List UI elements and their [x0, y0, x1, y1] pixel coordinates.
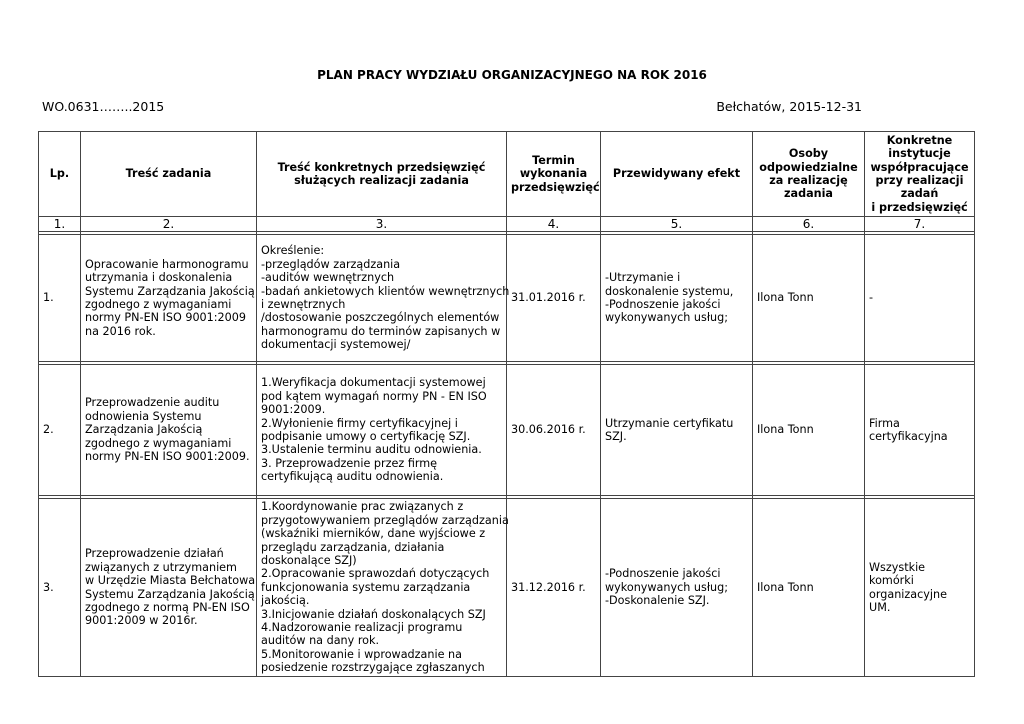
cell-line: doskonalenie systemu,	[605, 284, 734, 298]
cell-line: Treść konkretnych przedsięwzięć	[277, 160, 486, 174]
document-number: WO.0631……..2015	[42, 99, 165, 114]
cell-line: i zewnętrznych	[261, 298, 346, 311]
cell-line: 3. Przeprowadzenie przez firmę	[261, 456, 438, 470]
cell-line: Zarządzania Jakością	[85, 423, 203, 437]
cell-line: zgodnego z wymaganiami	[85, 298, 232, 311]
cell-line: zgodnego z normą PN-EN ISO	[85, 600, 250, 614]
cell-line: Systemu Zarządzania Jakością	[85, 587, 255, 601]
header-responsible-persons	[753, 132, 865, 217]
cell-line: certyfikacyjna	[869, 430, 948, 443]
cell-line: Utrzymanie certyfikatu	[605, 416, 734, 430]
column-numbers-row	[39, 217, 975, 232]
row-task-content	[81, 499, 257, 677]
cell-line: w Urzędzie Miasta Bełchatowa	[85, 574, 256, 588]
cell-line: przedsięwzięć	[511, 180, 600, 194]
column-number: 1.	[39, 217, 81, 232]
cell-line: na 2016 rok.	[85, 324, 156, 338]
cell-line: 4.Nadzorowanie realizacji programu	[261, 621, 463, 635]
row-lp: 2.	[39, 365, 81, 496]
cell-line: certyfikującą auditu odnowienia.	[261, 470, 444, 484]
column-number: 3.	[257, 217, 507, 232]
header-task-content: Treść zadania	[81, 132, 257, 217]
cell-line: -badań ankietowych klientów wewnętrznych	[261, 284, 510, 298]
row-deadline: 31.01.2016 r.	[507, 235, 601, 362]
cell-line: 3.Inicjowanie działań doskonalących SZJ	[261, 607, 486, 621]
cell-line: Przeprowadzenie działań	[85, 547, 224, 561]
header-lp: Lp.	[39, 132, 81, 217]
cell-line: Przeprowadzenie auditu	[85, 396, 220, 410]
header-cooperating-institutions	[865, 132, 975, 217]
cell-line: współpracujące	[870, 160, 969, 174]
cell-line: auditów na dany rok.	[261, 634, 380, 648]
cell-line: przygotowywaniem przeglądów zarządzania	[261, 513, 509, 527]
row-task-content	[81, 235, 257, 362]
cell-line: jakością.	[261, 594, 310, 608]
cell-line: pod kątem wymagań normy PN - EN ISO	[261, 389, 487, 403]
cell-line: związanych z utrzymaniem	[85, 560, 237, 574]
cell-line: odpowiedzialne	[759, 160, 858, 174]
cell-line: harmonogramu do terminów zapisanych w	[261, 324, 501, 338]
cell-line: -Podnoszenie jakości	[605, 567, 721, 581]
column-number: 5.	[601, 217, 753, 232]
cell-line: komórki	[869, 574, 914, 588]
cell-line: przy realizacji	[875, 174, 964, 187]
cell-line: -	[869, 291, 874, 305]
cell-line: Opracowanie harmonogramu	[85, 257, 249, 271]
cell-line: (wskaźniki mierników, dane wyjściowe z	[261, 527, 486, 541]
column-number: 2.	[81, 217, 257, 232]
cell-line: 9001:2009 w 2016r.	[85, 614, 198, 628]
table-row	[39, 365, 975, 496]
cell-line: służących realizacji zadania	[294, 174, 469, 187]
cell-line: i przedsięwzięć	[871, 200, 968, 214]
column-number: 6.	[753, 217, 865, 232]
work-plan-table	[38, 131, 975, 677]
cell-line: wykonania	[519, 167, 588, 181]
column-number: 4.	[507, 217, 601, 232]
cell-line: utrzymania i doskonalenia	[85, 271, 233, 285]
row-cooperating-institutions	[865, 365, 975, 496]
cell-line: 1.Koordynowanie prac związanych z	[261, 500, 464, 514]
header-expected-effect: Przewidywany efekt	[601, 132, 753, 217]
cell-line: instytucje	[888, 147, 951, 161]
cell-line: posiedzenie rozstrzygające zgłaszanych	[261, 661, 485, 675]
cell-line: zgodnego z wymaganiami	[85, 436, 232, 450]
cell-line: dokumentacji systemowej/	[261, 338, 411, 352]
row-deadline: 30.06.2016 r.	[507, 365, 601, 496]
row-responsible-person: Ilona Tonn	[753, 365, 865, 496]
cell-line: Termin	[532, 153, 575, 167]
cell-line: -przeglądów zarządzania	[261, 257, 401, 271]
cell-line: Firma	[869, 416, 900, 430]
cell-line: 2.Opracowanie sprawozdań dotyczących	[261, 567, 490, 581]
row-lp: 1.	[39, 235, 81, 362]
row-cooperating-institutions	[865, 499, 975, 677]
cell-line: 2.Wyłonienie firmy certyfikacyjnej i	[261, 416, 458, 430]
cell-line: 5.Monitorowanie i wprowadzanie na	[261, 647, 462, 661]
row-expected-effect	[601, 235, 753, 362]
row-undertakings	[257, 235, 510, 362]
cell-line: normy PN-EN ISO 9001:2009.	[85, 450, 250, 464]
cell-line: SZJ.	[605, 430, 627, 443]
cell-line: normy PN-EN ISO 9001:2009	[85, 311, 247, 325]
row-expected-effect	[601, 365, 753, 496]
cell-line: za realizację	[769, 174, 848, 187]
cell-line: Wszystkie	[869, 560, 926, 574]
cell-line: funkcjonowania systemu zarządzania	[261, 580, 471, 594]
document-title: PLAN PRACY WYDZIAŁU ORGANIZACYJNEGO NA ROK 2016	[317, 68, 707, 82]
row-cooperating-institutions	[865, 235, 975, 362]
cell-line: Osoby	[788, 147, 829, 161]
column-number: 7.	[865, 217, 975, 232]
table-row	[39, 235, 975, 362]
cell-line: UM.	[869, 600, 891, 614]
cell-line: 9001:2009.	[261, 403, 326, 417]
cell-line: zadań	[900, 187, 939, 201]
row-undertakings	[257, 365, 507, 496]
cell-line: przeglądu zarządzania, działania	[261, 540, 445, 554]
row-expected-effect	[601, 499, 753, 677]
cell-line: podpisanie umowy o certyfikację SZJ.	[261, 430, 471, 443]
cell-line: wykonywanych usług;	[605, 580, 728, 594]
row-lp: 3.	[39, 499, 81, 677]
cell-line: -Podnoszenie jakości	[605, 298, 721, 311]
cell-line: /dostosowanie poszczególnych elementów	[261, 311, 500, 325]
cell-line: organizacyjne	[869, 587, 947, 601]
cell-line: -Utrzymanie i	[605, 271, 681, 285]
cell-line: 1.Weryfikacja dokumentacji systemowej	[261, 376, 486, 390]
cell-line: Systemu Zarządzania Jakością	[85, 284, 255, 298]
row-responsible-person: Ilona Tonn	[753, 235, 865, 362]
header-undertakings	[257, 132, 507, 217]
cell-line: doskonalące SZJ)	[261, 553, 357, 567]
cell-line: wykonywanych usług;	[605, 311, 728, 325]
row-task-content	[81, 365, 257, 496]
cell-line: zadania	[784, 187, 833, 201]
cell-line: odnowienia Systemu	[85, 409, 202, 423]
place-and-date: Bełchatów, 2015-12-31	[716, 99, 862, 114]
row-responsible-person: Ilona Tonn	[753, 499, 865, 677]
cell-line: 3.Ustalenie terminu auditu odnowienia.	[261, 443, 482, 457]
cell-line: -Doskonalenie SZJ.	[605, 594, 710, 608]
cell-line: Konkretne	[886, 133, 953, 147]
table-header-row	[39, 132, 975, 217]
header-deadline	[507, 132, 601, 217]
row-undertakings	[257, 499, 507, 677]
table-row	[39, 499, 975, 677]
row-deadline: 31.12.2016 r.	[507, 499, 601, 677]
cell-line: -auditów wewnętrznych	[261, 271, 395, 285]
cell-line: Określenie:	[261, 244, 325, 258]
